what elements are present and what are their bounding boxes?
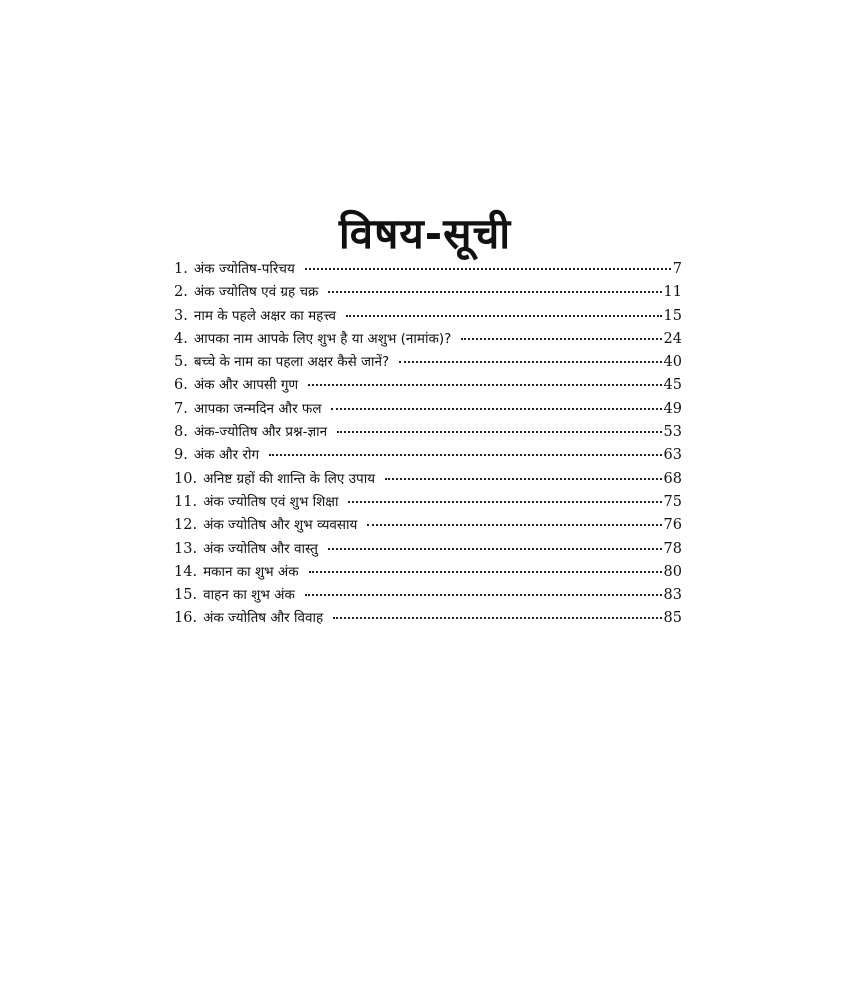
toc-entry-6: [174, 374, 682, 397]
toc-entry-page: 45: [663, 377, 682, 394]
toc-entry-number: 11.: [174, 493, 198, 510]
toc-entry-title: आपका नाम आपके लिए शुभ है या अशुभ (नामांक)?: [193, 330, 452, 347]
toc-entry-number: 14.: [174, 563, 198, 580]
dot-leader: [328, 291, 661, 293]
toc-entry-13: [174, 538, 682, 561]
toc-entry-page: 83: [663, 587, 682, 604]
toc-entry-14: [174, 561, 682, 584]
dot-leader: [333, 617, 661, 619]
toc-entry-number: 8.: [174, 424, 188, 441]
toc-entry-title: नाम के पहले अक्षर का महत्त्व: [193, 307, 337, 324]
toc-entry-number: 12.: [174, 517, 198, 534]
toc-entry-page: 15: [663, 307, 682, 324]
toc-entry-page: 11: [663, 284, 682, 301]
toc-entry-11: [174, 491, 682, 514]
toc-entry-7: [174, 398, 682, 421]
toc-entry-3: [174, 305, 682, 328]
toc-entry-title: अंक और आपसी गुण: [193, 377, 299, 394]
toc-entry-15: [174, 584, 682, 607]
dot-leader: [399, 361, 661, 363]
toc-entry-title: अंक और रोग: [193, 447, 260, 464]
toc-entry-page: 7: [672, 261, 682, 277]
dot-leader: [337, 431, 661, 433]
toc-entry-page: 68: [663, 470, 682, 487]
toc-entry-page: 24: [663, 330, 682, 347]
toc-entry-title: वाहन का शुभ अंक: [203, 587, 295, 604]
dot-leader: [348, 501, 661, 503]
toc-entry-number: 9.: [174, 447, 188, 464]
toc-entry-title: मकान का शुभ अंक: [203, 563, 299, 580]
toc-entry-5: [174, 351, 682, 374]
dot-leader: [385, 478, 662, 480]
toc-entry-page: 53: [663, 424, 682, 441]
toc-entry-16: [174, 607, 682, 630]
toc-entry-8: [174, 421, 682, 444]
toc-entry-page: 80: [663, 563, 682, 580]
dot-leader: [367, 524, 661, 526]
dot-leader: [305, 594, 662, 596]
toc-entry-page: 78: [663, 540, 682, 557]
dot-leader: [269, 454, 661, 456]
toc-entry-9: [174, 444, 682, 467]
toc-entry-number: 10.: [174, 470, 198, 487]
dot-leader: [331, 408, 661, 410]
dot-leader: [308, 384, 661, 386]
toc-entry-number: 7.: [174, 400, 188, 417]
toc-entry-12: [174, 514, 682, 537]
toc-entry-page: 75: [663, 493, 682, 510]
dot-leader: [461, 338, 661, 340]
toc-entry-number: 2.: [174, 284, 188, 301]
toc-entry-number: 3.: [174, 307, 188, 324]
toc-entry-title: अंक ज्योतिष और वास्तु: [203, 540, 318, 557]
toc-entry-title: बच्चे के नाम का पहला अक्षर कैसे जानें?: [193, 354, 390, 371]
page-title: विषय-सूची: [338, 209, 512, 259]
toc-entry-page: 63: [663, 447, 682, 464]
toc-entry-title: अंक ज्योतिष-परिचय: [193, 261, 295, 277]
toc-entry-number: 5.: [174, 354, 188, 371]
toc-entry-title: अंक-ज्योतिष और प्रश्न-ज्ञान: [193, 424, 328, 441]
toc-entry-number: 4.: [174, 330, 188, 347]
toc-entry-page: 76: [663, 517, 682, 534]
toc-entry-page: 40: [663, 354, 682, 371]
toc-entry-1: [174, 258, 682, 281]
table-of-contents: [174, 258, 682, 631]
toc-entry-number: 15.: [174, 587, 198, 604]
toc-entry-number: 13.: [174, 540, 198, 557]
dot-leader: [305, 268, 671, 270]
toc-entry-title: अनिष्ट ग्रहों की शान्ति के लिए उपाय: [203, 470, 376, 487]
dot-leader: [346, 315, 661, 317]
toc-entry-page: 49: [663, 400, 682, 417]
toc-entry-title: अंक ज्योतिष एवं शुभ शिक्षा: [203, 493, 339, 510]
toc-entry-page: 85: [663, 610, 682, 627]
dot-leader: [328, 548, 662, 550]
toc-entry-title: अंक ज्योतिष और विवाह: [203, 610, 324, 627]
dot-leader: [309, 571, 662, 573]
toc-entry-number: 6.: [174, 377, 188, 394]
toc-entry-title: अंक ज्योतिष एवं ग्रह चक्र: [193, 284, 319, 301]
toc-entry-2: [174, 281, 682, 304]
toc-entry-10: [174, 468, 682, 491]
toc-entry-number: 16.: [174, 610, 198, 627]
toc-entry-number: 1.: [174, 261, 188, 277]
toc-entry-title: आपका जन्मदिन और फल: [193, 400, 322, 417]
toc-entry-title: अंक ज्योतिष और शुभ व्यवसाय: [203, 517, 358, 534]
toc-entry-4: [174, 328, 682, 351]
